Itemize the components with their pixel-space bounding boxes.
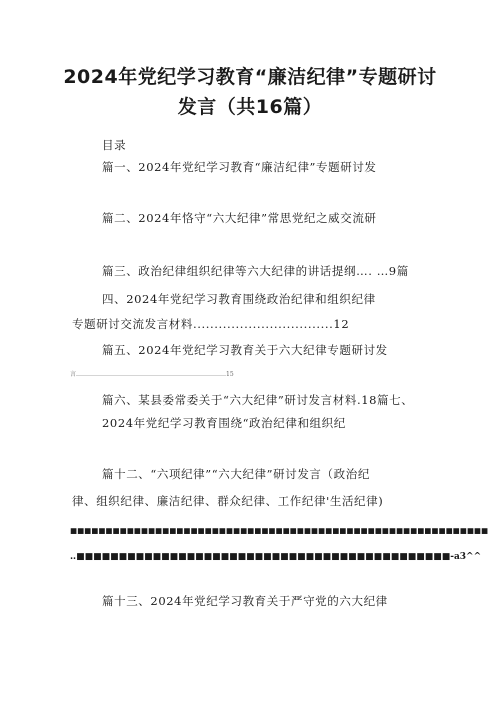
document-title-line2: 发言（共16篇）: [177, 96, 323, 118]
toc-entry-4: 四、2024年党纪学习教育围绕政治纪律和组织纪律: [102, 292, 376, 306]
toc-entry-13: 篇十三、2024年党纪学习教育关于严守党的六大纪律: [102, 594, 388, 608]
toc-entry-4-continued: 专题研讨交流发言材料.................................12: [72, 317, 350, 331]
toc-entry-7-continued: 2024年党纪学习教育围绕“政治纪律和组织纪: [102, 416, 346, 430]
toc-entry-6: 篇六、某县委常委关于“六大纪律”研讨发言材料.18篇七、: [102, 393, 414, 407]
garbled-text-line-1: ■■■■■■■■■■■■■■■■■■■■■■■■■■■■■■■■■■■■■■■■■■■■■■■■■■■■■■■■■■■: [70, 526, 489, 535]
toc-entry-3: 篇三、政治纪律组织纪律等六大纪律的讲话提纲…. …9篇: [102, 264, 409, 278]
toc-heading: 目录: [102, 138, 127, 152]
toc-entry-2: 篇二、2024年恪守“六大纪律”常思党纪之威交流研: [102, 211, 377, 225]
garbled-text-line-2: ‥■■■■■■■■■■■■■■■■■■■■■■■■■■■■■■■■■■■■■■■■■■■■-a3^^: [70, 552, 482, 562]
toc-entry-12-continued: 律、组织纪律、廉洁纪律、群众纪律、工作纪律'生活纪律): [72, 494, 384, 508]
toc-entry-5-continued: 言…………………………………………………………………15: [70, 371, 234, 378]
toc-entry-5: 篇五、2024年党纪学习教育关于六大纪律专题研讨发: [102, 343, 388, 357]
toc-entry-12: 篇十二、“六项纪律”“六大纪律”研讨发言（政治纪: [102, 467, 370, 481]
document-title-line1: 2024年党纪学习教育“廉洁纪律”专题研讨: [63, 66, 437, 88]
toc-entry-1: 篇一、2024年党纪学习教育“廉洁纪律”专题研讨发: [102, 160, 377, 174]
